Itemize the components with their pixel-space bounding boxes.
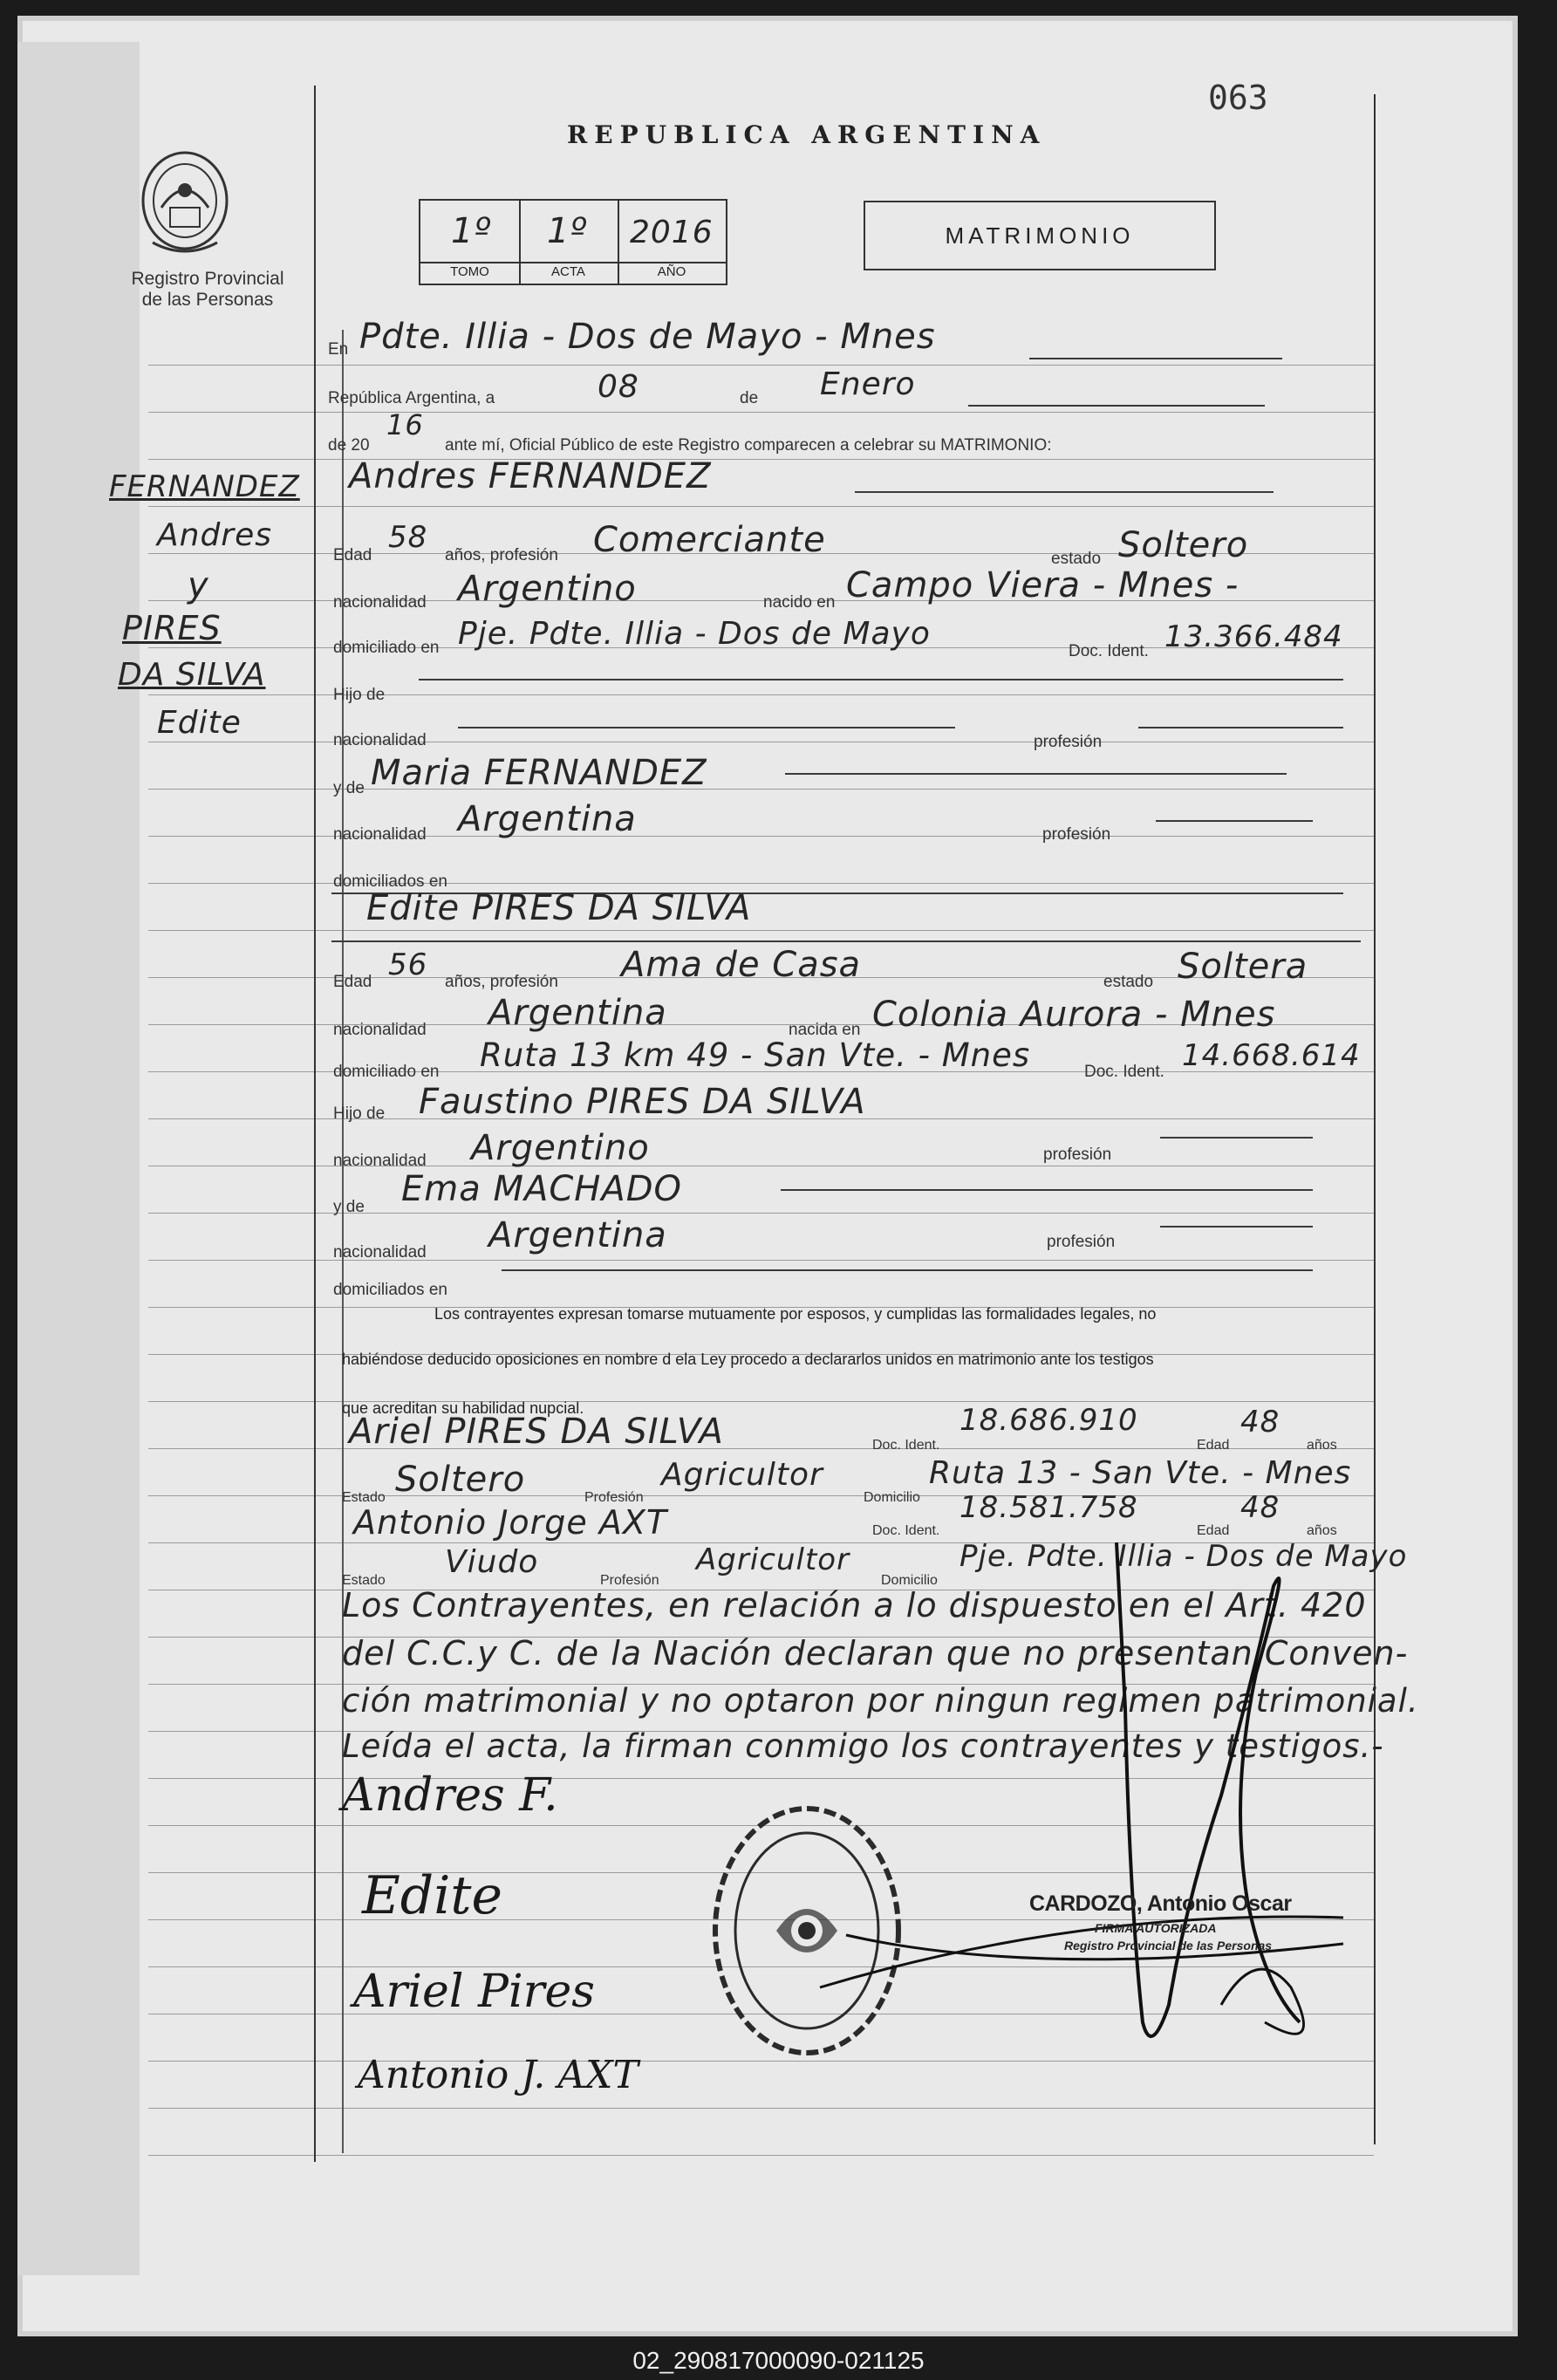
witness2-anos-label: años <box>1307 1523 1337 1538</box>
bride-dom-label: domiciliado en <box>333 1063 440 1081</box>
bride-address: Ruta 13 km 49 - San Vte. - Mnes <box>480 1036 1031 1074</box>
witness2-doc: 18.581.758 <box>959 1490 1138 1525</box>
bride-estado-label: estado <box>1103 973 1154 991</box>
year-suffix: 16 <box>386 408 424 441</box>
groom-father-prof-label: profesión <box>1034 733 1103 751</box>
witness1-anos-label: años <box>1307 1438 1337 1453</box>
act-type-box <box>864 201 1216 270</box>
left-margin-border <box>314 85 316 2162</box>
signature-witness1: Ariel Pires <box>353 1966 595 2018</box>
groom-dom-label: domiciliado en <box>333 639 440 657</box>
witness2-edad-label: Edad <box>1197 1523 1230 1538</box>
bride-father-nat: Argentino <box>471 1128 650 1168</box>
official-role: FIRMA AUTORIZADA <box>1095 1921 1217 1935</box>
groom-dom-parents-label: domiciliados en <box>333 872 447 891</box>
ruled-line <box>148 2108 1374 2109</box>
margin-surname-2b: DA SILVA <box>118 657 266 693</box>
bride-yde-label: y de <box>333 1198 365 1216</box>
ruled-line <box>148 1213 1374 1214</box>
groom-edad-label: Edad <box>333 546 372 564</box>
bride-nacida-label: nacida en <box>789 1021 861 1039</box>
groom-doc: 13.366.484 <box>1164 619 1343 654</box>
bride-birthplace: Colonia Aurora - Mnes <box>872 995 1276 1035</box>
signature-bride: Edite <box>362 1865 503 1926</box>
bride-father-nat-label: nacionalidad <box>333 1152 427 1170</box>
witness2-age: 48 <box>1240 1490 1280 1525</box>
witness1-domicilio-label: Domicilio <box>864 1490 920 1505</box>
witness2-estado-label: Estado <box>342 1573 386 1588</box>
notes-line-2: del C.C.y C. de la Nación declaran que no presentan Conven- <box>342 1634 1409 1672</box>
groom-age: 58 <box>388 520 428 555</box>
official-signature-icon <box>733 1534 1361 2075</box>
margin-name-1: Andres <box>157 517 272 553</box>
groom-mother-prof-label: profesión <box>1042 825 1111 844</box>
bride-estado: Soltera <box>1178 947 1308 987</box>
right-margin-border <box>1374 94 1376 2144</box>
bride-profesion-label: años, profesión <box>445 973 558 991</box>
bride-nat-label: nacionalidad <box>333 1021 427 1039</box>
country-title: REPUBLICA ARGENTINA <box>567 120 1047 149</box>
groom-birthplace: Campo Viera - Mnes - <box>846 565 1239 605</box>
tomo-value: 1º <box>451 211 492 251</box>
republica-label: República Argentina, a <box>328 389 495 407</box>
signature-groom: Andres F. <box>342 1769 558 1822</box>
bride-hijo-label: Hijo de <box>333 1105 386 1123</box>
bride-mother: Ema MACHADO <box>401 1169 682 1209</box>
ruled-line <box>148 506 1374 507</box>
witness2-address: Pje. Pdte. Illia - Dos de Mayo <box>959 1539 1408 1574</box>
ruled-line <box>148 365 1374 366</box>
witness2-profession: Agricultor <box>696 1542 850 1577</box>
ruled-line <box>148 1448 1374 1449</box>
en-label: En <box>328 340 349 359</box>
bride-edad-label: Edad <box>333 973 372 991</box>
year-prefix: de 20 <box>328 436 370 455</box>
margin-surname-2: PIRES <box>122 609 222 647</box>
groom-father-nat-label: nacionalidad <box>333 731 427 749</box>
official-name: CARDOZO, Antonio Oscar <box>1029 1891 1292 1916</box>
groom-nationality: Argentino <box>458 569 637 609</box>
groom-mother-nat: Argentina <box>458 799 637 839</box>
bride-age: 56 <box>388 947 428 982</box>
act-type: MATRIMONIO <box>945 222 1135 249</box>
declaration-line-3: que acreditan su habilidad nupcial. <box>342 1399 584 1417</box>
witness1-edad-label: Edad <box>1197 1438 1230 1453</box>
document-page <box>17 16 1518 2336</box>
ruled-line <box>148 883 1374 884</box>
anio-label: AÑO <box>657 264 686 279</box>
witness2-doc-label: Doc. Ident. <box>872 1523 940 1538</box>
witness1-doc-label: Doc. Ident. <box>872 1438 940 1453</box>
witness2-name: Antonio Jorge AXT <box>353 1503 668 1542</box>
groom-address: Pje. Pdte. Illia - Dos de Mayo <box>458 616 931 652</box>
signature-witness2: Antonio J. AXT <box>358 2053 639 2097</box>
ruled-line <box>148 1260 1374 1261</box>
intro-statement: ante mí, Oficial Público de este Registro comparecen a celebrar su MATRIMONIO: <box>445 436 1052 455</box>
groom-doc-label: Doc. Ident. <box>1069 642 1149 660</box>
witness1-estado-label: Estado <box>342 1490 386 1505</box>
facing-page-edge <box>17 42 140 2275</box>
witness1-profession: Agricultor <box>661 1457 823 1493</box>
anio-value: 2016 <box>630 215 714 250</box>
bride-mother-nat-label: nacionalidad <box>333 1243 427 1262</box>
acta-label: ACTA <box>551 264 585 279</box>
image-caption: 02_290817000090-021125 <box>632 2347 925 2374</box>
bride-profession: Ama de Casa <box>621 945 862 985</box>
bride-father-prof-label: profesión <box>1043 1146 1112 1164</box>
witness2-domicilio-label: Domicilio <box>881 1573 938 1588</box>
groom-nacido-label: nacido en <box>763 593 836 612</box>
page-number: 063 <box>1208 79 1268 117</box>
ruled-line <box>148 836 1374 837</box>
declaration-line-2: habiéndose deducido oposiciones en nombre d ela Ley procedo a declararlos unidos en matrimonio ante los testigos <box>342 1351 1154 1368</box>
ruled-line <box>148 412 1374 413</box>
groom-estado: Soltero <box>1118 525 1249 565</box>
witness1-estado: Soltero <box>395 1460 526 1500</box>
witness1-profesion-label: Profesión <box>584 1490 644 1505</box>
witness1-age: 48 <box>1240 1405 1280 1440</box>
ruled-line <box>148 930 1374 931</box>
volume-record-box <box>419 199 727 285</box>
provincial-coat-of-arms-icon <box>135 147 236 260</box>
bride-doc: 14.668.614 <box>1182 1038 1361 1073</box>
notes-line-4: Leída el acta, la firman conmigo los contrayentes y testigos.- <box>342 1727 1384 1765</box>
groom-name: Andres FERNANDEZ <box>349 456 712 496</box>
ruled-line <box>148 1495 1374 1496</box>
witness2-estado: Viudo <box>445 1544 539 1580</box>
declaration-line-1: Los contrayentes expresan tomarse mutuamente por esposos, y cumplidas las formalidades legales, no <box>434 1305 1157 1323</box>
ruled-line <box>148 1401 1374 1402</box>
bride-doc-label: Doc. Ident. <box>1084 1063 1164 1081</box>
de-label: de <box>740 389 759 407</box>
tomo-label: TOMO <box>450 264 489 279</box>
registry-name: Registro Provincial de las Personas <box>131 269 284 310</box>
ruled-line <box>148 459 1374 460</box>
ruled-line <box>148 789 1374 790</box>
bride-father: Faustino PIRES DA SILVA <box>419 1082 866 1122</box>
witness1-doc: 18.686.910 <box>959 1403 1138 1438</box>
place-value: Pdte. Illia - Dos de Mayo - Mnes <box>359 317 936 357</box>
groom-mother-nat-label: nacionalidad <box>333 825 427 844</box>
notes-line-1: Los Contrayentes, en relación a lo dispuesto en el Art. 420 <box>342 1586 1367 1624</box>
margin-conjunction: y <box>188 565 209 605</box>
groom-yde-label: y de <box>333 779 365 797</box>
acta-value: 1º <box>547 211 588 251</box>
notes-line-3: ción matrimonial y no optaron por ningun regimen patrimonial. <box>342 1682 1419 1720</box>
margin-surname-1: FERNANDEZ <box>109 469 300 504</box>
groom-profesion-label: años, profesión <box>445 546 558 564</box>
witness2-profesion-label: Profesión <box>600 1573 659 1588</box>
bride-mother-prof-label: profesión <box>1047 1233 1116 1251</box>
margin-name-2: Edite <box>157 705 242 741</box>
bride-dom-parents-label: domiciliados en <box>333 1281 447 1299</box>
bride-nationality: Argentina <box>488 993 667 1033</box>
month-value: Enero <box>820 366 916 402</box>
ruled-line <box>148 2155 1374 2156</box>
day-value: 08 <box>598 369 639 405</box>
groom-profession: Comerciante <box>593 520 826 560</box>
bride-mother-nat: Argentina <box>488 1215 667 1255</box>
witness1-address: Ruta 13 - San Vte. - Mnes <box>929 1455 1352 1491</box>
official-office: Registro Provincial de las Personas <box>1064 1939 1273 1953</box>
ruled-line <box>148 694 1374 695</box>
witness1-name: Ariel PIRES DA SILVA <box>349 1412 724 1452</box>
groom-hijo-label: Hijo de <box>333 686 386 704</box>
bride-name: Edite PIRES DA SILVA <box>366 888 752 928</box>
groom-nat-label: nacionalidad <box>333 593 427 612</box>
groom-mother: Maria FERNANDEZ <box>371 753 707 793</box>
groom-estado-label: estado <box>1051 550 1102 568</box>
